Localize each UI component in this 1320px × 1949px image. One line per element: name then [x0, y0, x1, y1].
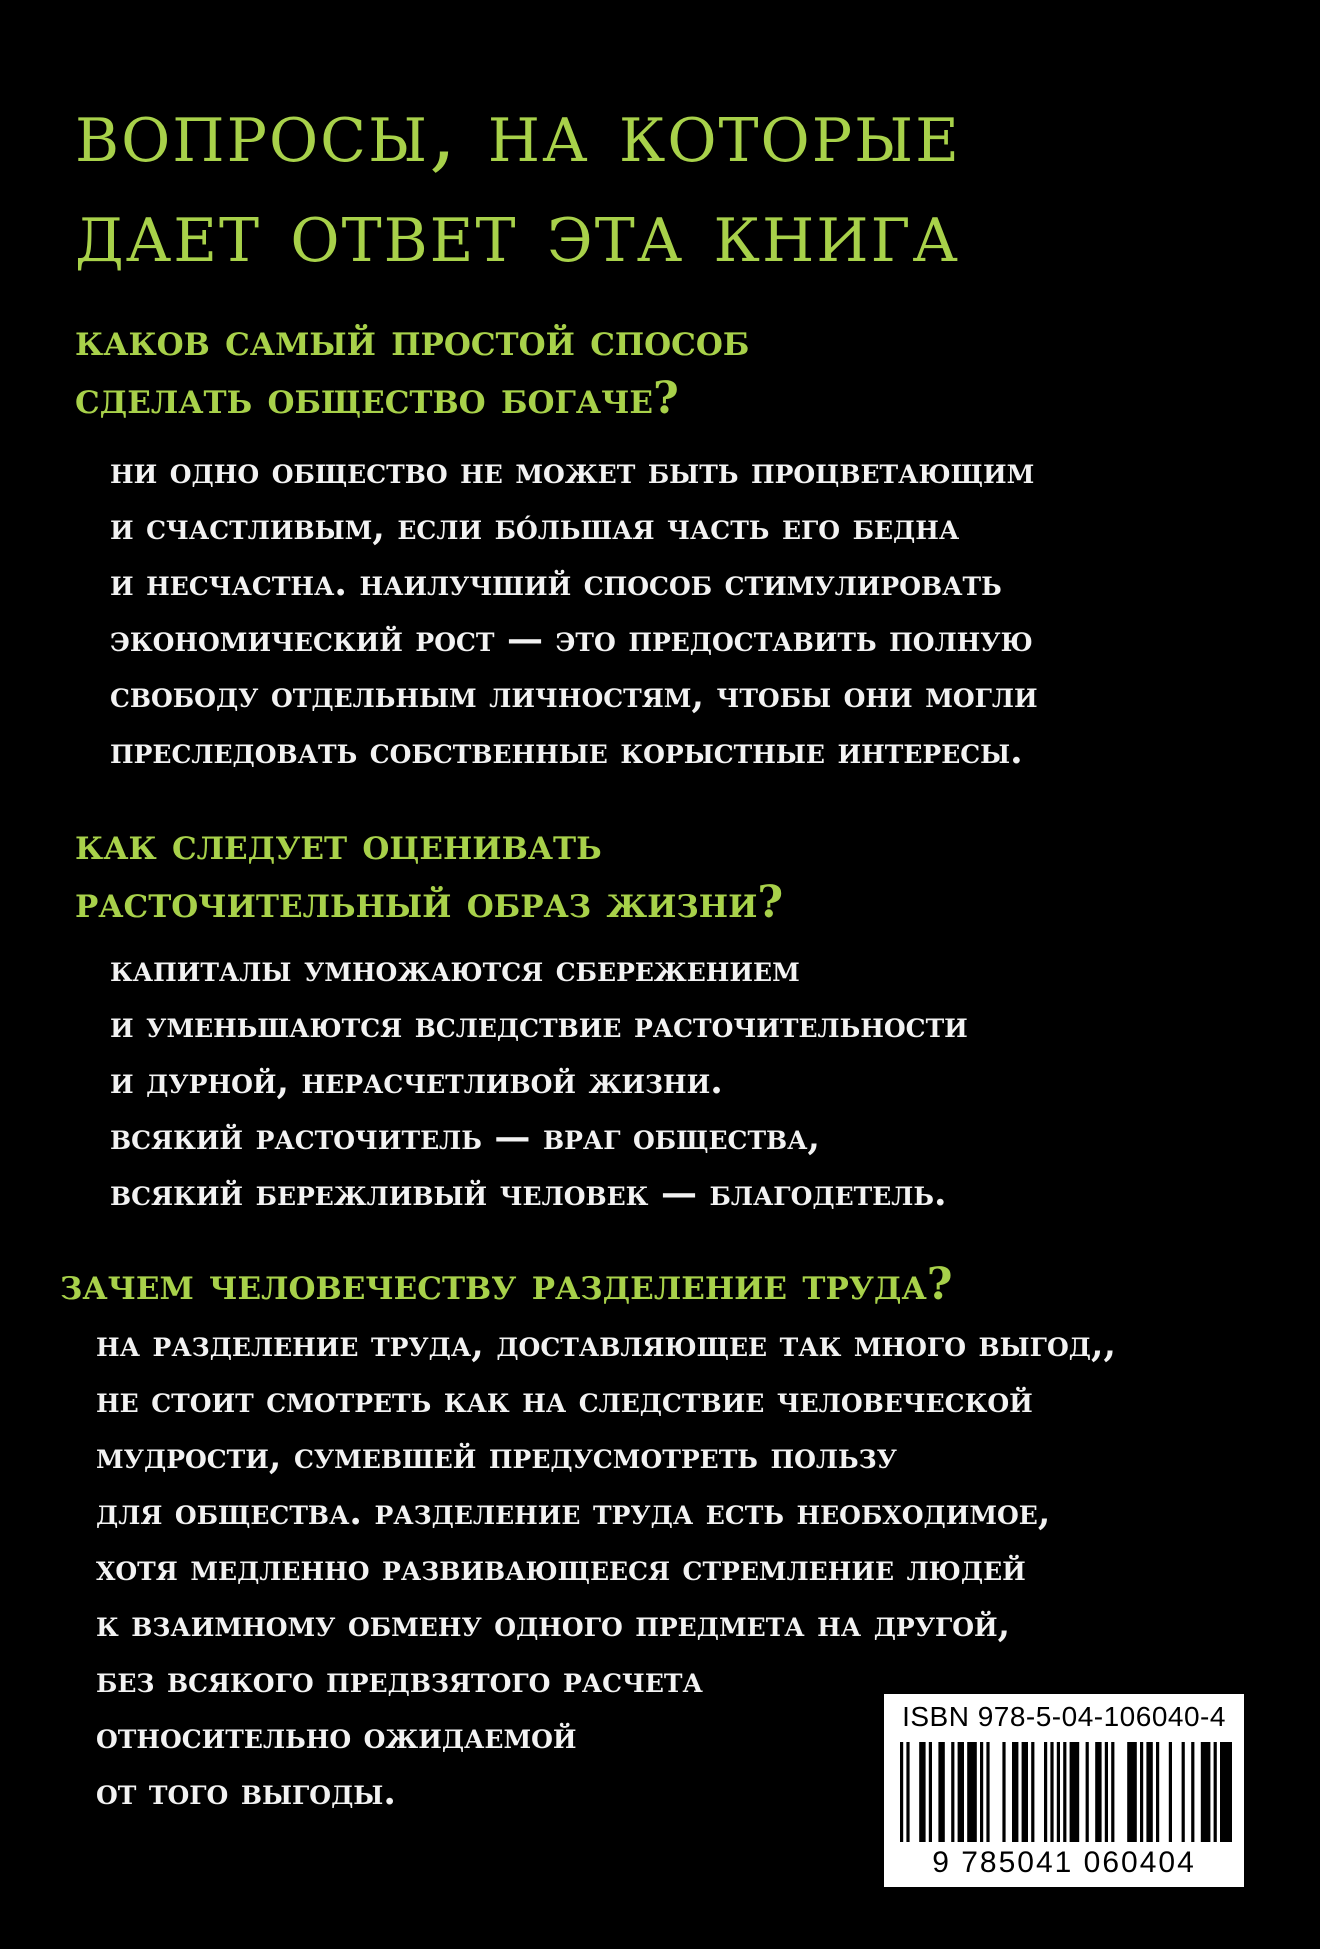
barcode-digits: 9 785041 060404	[932, 1846, 1196, 1879]
barcode-bar	[1086, 1742, 1089, 1842]
answer-3-line: не стоит смотреть как на следствие человеческой	[96, 1379, 1033, 1421]
barcode-bar	[1191, 1742, 1194, 1842]
barcode-bar	[1146, 1742, 1152, 1842]
barcode-bar	[1169, 1742, 1172, 1842]
barcode-bar	[919, 1742, 925, 1842]
question-heading-1-line-1: каков самый простой способ	[75, 315, 750, 366]
answer-1-line: ни одно общество не может быть процветающим	[110, 450, 1035, 492]
isbn-label: ISBN 978-5-04-106040-4	[902, 1701, 1226, 1732]
barcode-bar	[900, 1742, 903, 1842]
barcode-bar	[929, 1742, 932, 1842]
barcode-bar	[967, 1742, 977, 1842]
cover-title-line-2: дает ответ эта книга	[75, 182, 960, 282]
answer-3-line: для общества. разделение труда есть необходимое,	[96, 1491, 1051, 1533]
answer-2-line: и дурной, нерасчетливой жизни.	[110, 1060, 723, 1102]
cover-title-line-1: вопросы, на которые	[75, 82, 961, 182]
barcode-bar	[986, 1742, 989, 1842]
question-heading-1-line-2: сделать общество богаче?	[75, 373, 679, 424]
barcode-bar	[1214, 1742, 1217, 1842]
barcode-bar	[1095, 1742, 1101, 1842]
question-heading-2	[75, 816, 783, 932]
isbn-barcode	[884, 1694, 1244, 1887]
answer-1-line: экономический рост — это предоставить полную	[110, 618, 1033, 660]
barcode-bar	[1182, 1742, 1185, 1842]
answer-2-line: капиталы умножаются сбережением	[110, 948, 800, 990]
barcode-bar	[1012, 1742, 1018, 1842]
barcode-bar	[1063, 1742, 1066, 1842]
barcode-bar	[1022, 1742, 1028, 1842]
answer-3-line: от того выгоды.	[96, 1771, 396, 1813]
cover-title	[75, 82, 1255, 282]
question-heading-2-line-2: расточительный образ жизни?	[75, 877, 784, 928]
barcode-bar	[1070, 1742, 1080, 1842]
barcode-bar	[1220, 1742, 1232, 1842]
barcode-bar	[1127, 1742, 1137, 1842]
answer-3-line: хотя медленно развивающееся стремление людей	[96, 1547, 1026, 1589]
barcode-bar	[1002, 1742, 1005, 1842]
answer-3-line: к взаимному обмену одного предмета на другой,	[96, 1603, 1011, 1645]
barcode-bar	[1111, 1742, 1114, 1842]
barcode-bar	[1201, 1742, 1211, 1842]
answer-3-line: мудрости, сумевшей предусмотреть пользу	[96, 1435, 897, 1477]
answer-3-line: без всякого предвзятого расчета	[96, 1659, 703, 1701]
answer-1-line: преследовать собственные корыстные интересы.	[110, 730, 1023, 772]
question-heading-3	[60, 1256, 953, 1314]
answer-3-line: относительно ожидаемой	[96, 1715, 577, 1757]
barcode-bar	[1105, 1742, 1108, 1842]
answer-1-line: и несчастна. наилучший способ стимулировать	[110, 562, 1002, 604]
answer-2-line: всякий бережливый человек — благодетель.	[110, 1172, 947, 1214]
barcode-bar	[951, 1742, 954, 1842]
barcode-bar	[938, 1742, 944, 1842]
barcode-bar	[1140, 1742, 1143, 1842]
barcode-bar	[958, 1742, 964, 1842]
answer-1-line: и счастливым, если бóльшая часть его бедна	[110, 506, 960, 548]
barcode-bar	[980, 1742, 983, 1842]
barcode-bars	[896, 1742, 1232, 1860]
barcode-bar	[1050, 1742, 1053, 1842]
answer-text-2	[110, 941, 968, 1221]
answer-2-line: и уменьшаются вследствие расточительности	[110, 1004, 968, 1046]
barcode-bar	[1156, 1742, 1159, 1842]
barcode-bar	[1057, 1742, 1060, 1842]
answer-2-line: всякий расточитель — враг общества,	[110, 1116, 821, 1158]
answer-text-1	[110, 443, 1038, 779]
answer-1-line: свободу отдельным личностям, чтобы они могли	[110, 674, 1038, 716]
barcode-bar	[1044, 1742, 1047, 1842]
answer-3-line: на разделение труда, доставляющее так много выгод,,	[96, 1323, 1117, 1365]
question-heading-3-line-1: зачем человечеству разделение труда?	[60, 1259, 953, 1310]
barcode-bar	[1031, 1742, 1034, 1842]
question-heading-2-line-1: как следует оценивать	[75, 819, 602, 870]
question-heading-1	[75, 312, 749, 428]
barcode-bar	[906, 1742, 909, 1842]
